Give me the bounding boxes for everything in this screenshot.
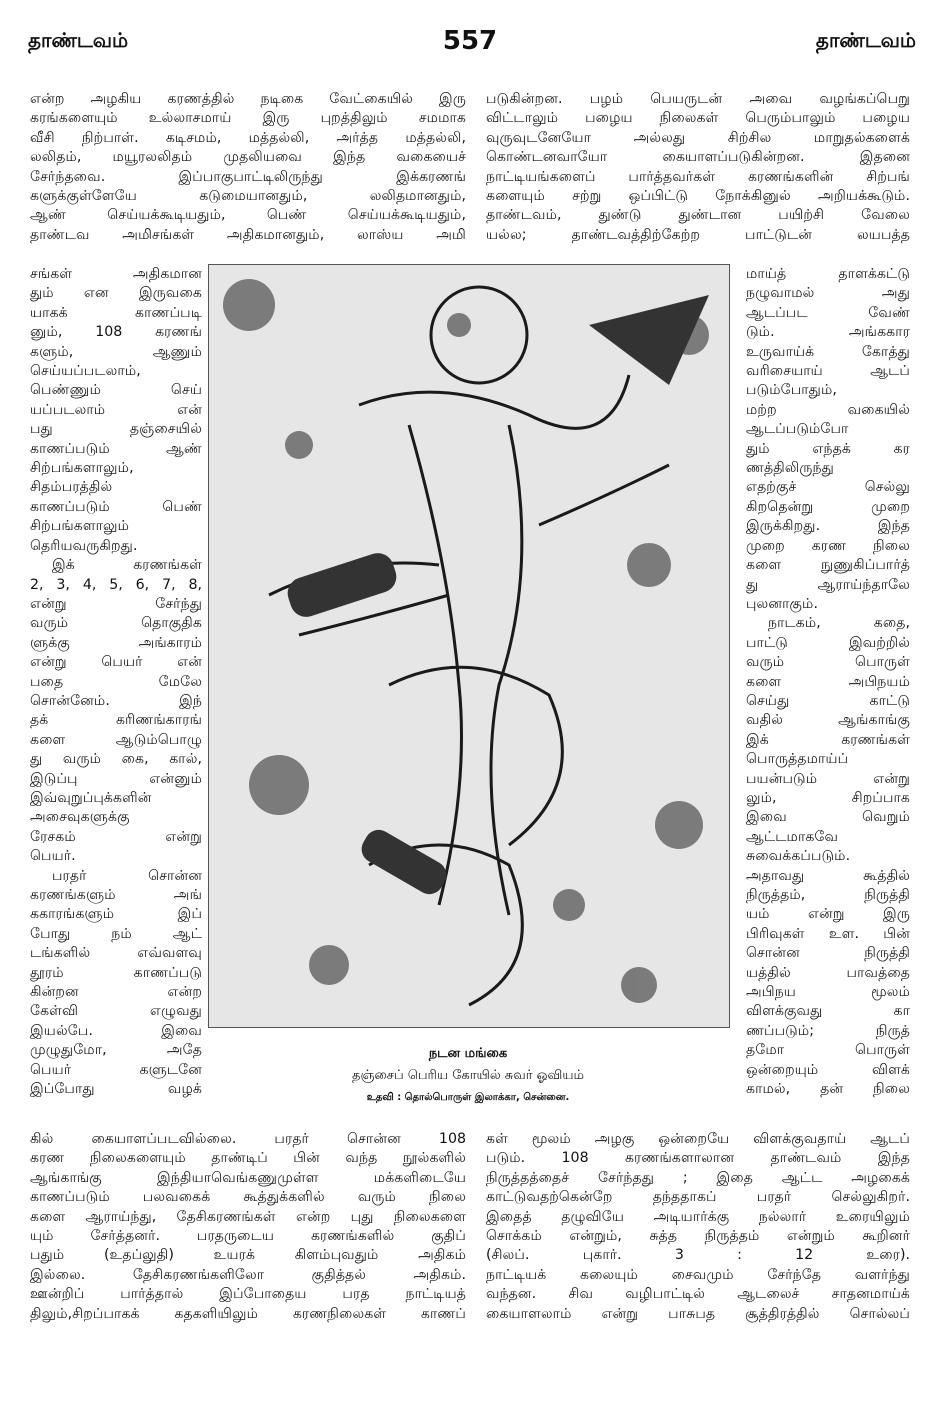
text-line: ஆடப்பட வேண் <box>746 304 910 321</box>
text-line: களையும் சற்று ஒப்பிட்டு நோக்கினுல் அறியக்கூடும். <box>486 188 910 205</box>
text-line: ககாரங்களும் இப் <box>30 906 202 923</box>
text-line: சொன்ன நிருத்தி <box>746 945 910 962</box>
text-line: ளுக்கு அங்காரம் <box>30 634 202 651</box>
text-line: ஆடப்படும்போ <box>746 421 849 438</box>
text-line: கரண நிலைகளையும் தாண்டிப் பின் வந்த நூல்களில் <box>30 1150 466 1167</box>
text-line: சிற்பங்களாலும், <box>30 460 134 477</box>
text-line: பாட்டு இவற்றில் <box>746 634 910 651</box>
text-line: முழுதுமோ, அதே <box>30 1042 202 1059</box>
text-line: கையாளலாம் என்று பாசுபத சூத்திரத்தில் சொல்லப் <box>486 1305 910 1322</box>
bottom-right-text-block <box>486 1130 910 1324</box>
text-line: இடுப்பு என்னும் <box>30 770 202 787</box>
text-line: எதற்குச் செல்லு <box>746 479 910 496</box>
text-line: ஊன்றிப் பார்த்தால் இப்போதைய பரத நாட்டியத் <box>30 1286 466 1303</box>
text-line: இல்லை. தேசிகரணங்களிலோ குதித்தல் அதிகம். <box>30 1266 466 1283</box>
text-line: கேள்வி எழுவது <box>30 1003 202 1020</box>
text-line: சிதம்பரத்தில் <box>30 479 113 496</box>
text-line: ணத்திலிருந்து <box>746 460 834 477</box>
text-line: 2, 3, 4, 5, 6, 7, 8, <box>30 576 202 593</box>
text-line: பிரிவுகள் உள. பின் <box>746 925 910 942</box>
text-line: நிருத்தம், நிருத்தி <box>746 887 910 903</box>
text-line: என்று பெயர் என் <box>30 654 202 671</box>
text-line: இயல்பே. இவை <box>30 1022 202 1039</box>
text-line: என்று சேர்ந்து <box>30 595 202 612</box>
text-line: கரணங்களும் அங் <box>30 887 202 903</box>
text-line: தக் கரிணங்காரங் <box>30 712 202 729</box>
text-line: மற்ற வகையில் <box>746 401 910 418</box>
text-line: காணப்படும் ஆண் <box>30 440 202 457</box>
top-right-text-block <box>486 90 910 245</box>
text-line: ஆண் செய்யக்கூடியதும், பெண் செய்யக்கூடியதும், <box>30 207 466 224</box>
text-line: டும். அங்ககார <box>746 324 910 341</box>
text-line: லும், சிறப்பாக <box>746 789 910 806</box>
text-line: காமல், தன் நிலை <box>746 1081 910 1098</box>
text-line: யம் என்று இரு <box>746 906 910 923</box>
text-line: ஒன்றையும் விளக் <box>746 1061 910 1078</box>
text-line: நழுவாமல் அது <box>746 285 910 302</box>
text-line: சிற்பங்களாலும் <box>30 518 130 535</box>
text-line: தும் என இருவகை <box>30 285 202 302</box>
text-line: கிறதென்று முறை <box>746 498 910 515</box>
text-line: பெண்ணும் செய் <box>30 382 202 399</box>
text-line: தமோ பொருள் <box>746 1042 910 1059</box>
text-line: படும்போதும், <box>746 382 837 399</box>
narrow-right-column <box>746 265 910 1099</box>
text-line: திலும்,சிறப்பாகக் கதகளியிலும் கரணநிலைகள் காணப் <box>30 1305 466 1322</box>
text-line: காட்டுவதற்கென்றே தந்ததாகப் பரதர் செல்லுகிறர். <box>486 1189 910 1206</box>
text-line: களை அபிநயம் <box>746 673 910 690</box>
text-line: வரும் தொகுதிக <box>30 615 202 632</box>
text-line: தாண்டவம், துண்டு துண்டான பயிற்சி வேலை <box>486 207 910 224</box>
text-line: சொன்னேம். இந் <box>30 692 202 709</box>
text-line: வந்தன. சிவ வழிபாட்டில் ஆடலைச் சாதனமாய்க் <box>486 1286 910 1303</box>
text-line: நாட்டியங்களைப் பார்த்தவர்கள் கரணங்களின் சிற்பங் <box>486 168 910 185</box>
text-line: இவ்வுறுப்புக்களின் <box>30 789 152 806</box>
text-line: கரங்களையும் உல்லாசமாய் இரு புறத்திலும் சமமாக <box>30 110 466 127</box>
text-line: து ஆராய்ந்தாலே <box>746 576 910 593</box>
text-line: ஆட்டமாகவே <box>746 828 839 845</box>
text-line: சங்கள் அதிகமான <box>30 266 202 282</box>
text-line: தும் எந்தக் கர <box>746 440 910 457</box>
text-line: பயன்படும் என்று <box>746 770 910 787</box>
text-line: போது நம் ஆட் <box>30 925 202 942</box>
figure-caption-subtitle: தஞ்சைப் பெரிய கோயில் சுவர் ஓவியம் <box>352 1068 584 1083</box>
text-line: களை ஆடும்பொழு <box>30 731 202 748</box>
bottom-left-text-block <box>30 1130 466 1324</box>
text-line: வீசி நிற்பாள். கடிசமம், மத்தல்லி, அர்த்த மத்தல்லி, <box>30 129 466 146</box>
text-line: யப்படலாம் என் <box>30 401 202 418</box>
text-line: கள் மூலம் அழகு ஒன்றையே விளக்குவதாய் ஆடப் <box>486 1131 910 1147</box>
text-line: நிருத்தத்தைச் சேர்ந்தது ; இதை ஆட்ட அழகைக் <box>486 1169 910 1186</box>
text-line: இதைத் தழுவியே அடியார்க்கு நல்லார் உரையிலும் <box>486 1208 910 1225</box>
text-line: பதும் (உதப்லுதி) உயரக் கிளம்புவதும் அதிகம் <box>30 1247 466 1264</box>
text-line: களும், ஆணும் <box>30 343 202 360</box>
text-line: படும். 108 கரணங்களாலான தாண்டவம் இந்த <box>486 1150 910 1167</box>
text-line: படுகின்றன. பழம் பெயருடன் அவை வழங்கப்பெறு <box>486 91 910 107</box>
text-line: அபிநய மூலம் <box>746 984 910 1001</box>
text-line: விட்டாலும் பழைய நிலைகள் பெரும்பாலும் பழைய <box>486 110 910 127</box>
text-line: யாகக் காணப்படி <box>30 304 202 321</box>
text-line: இக் கரணங்கள் <box>746 731 910 748</box>
text-line: தூரம் காணப்படு <box>30 964 202 981</box>
text-line: காணப்படும் பெண் <box>30 498 202 515</box>
text-line: பதை மேலே <box>30 673 202 690</box>
page-number: 557 <box>442 26 498 56</box>
text-line: (சிலப். புகார். 3 : 12 உரை). <box>486 1247 910 1264</box>
text-line: வரிசையாய் ஆடப் <box>746 363 910 380</box>
text-line: செய்து காட்டு <box>746 692 910 709</box>
text-line: கொண்டனவாயோ கையாளப்படுகின்றன. இதனை <box>486 149 910 166</box>
text-line: புலனாகும். <box>746 595 818 612</box>
text-line: வுருவுடனேயோ அல்லது சிற்சில மாறுதல்களைக் <box>486 129 910 146</box>
text-line: என்ற அழகிய கரணத்தில் நடிகை வேட்கையில் இரு <box>30 91 466 107</box>
text-line: அதாவது கூத்தில் <box>746 867 910 884</box>
narrow-left-column <box>30 265 202 1099</box>
text-line: ணப்படும்; நிருத் <box>746 1022 910 1039</box>
text-line: விளக்குவது கா <box>746 1003 910 1020</box>
figure-caption-title: நடன மங்கை <box>428 1046 508 1061</box>
text-line: யும் சேர்த்தனர். பரதருடைய கரணங்களில் குதிப் <box>30 1228 466 1245</box>
text-line: கின்றன என்ற <box>30 984 202 1001</box>
text-line: கில் கையாளப்படவில்லை. பரதர் சொன்ன 108 <box>30 1131 466 1147</box>
text-line: பொருத்தமாய்ப் <box>746 751 849 768</box>
text-line: பது தஞ்சையில் <box>30 421 202 438</box>
text-line: வதில் ஆங்காங்கு <box>746 712 910 729</box>
text-line: காணப்படும் பலவகைக் கூத்துக்களில் வரும் நிலை <box>30 1189 466 1206</box>
text-line: இவை வெறும் <box>746 809 910 826</box>
temple-mural-illustration <box>208 264 730 1028</box>
text-line: டங்களில் எவ்வளவு <box>30 945 202 962</box>
text-line: இக் கரணங்கள் <box>52 557 202 574</box>
text-line: முறை கரண நிலை <box>746 537 910 554</box>
figure-caption-credit: உதவி : தொல்பொருள் இலாக்கா, சென்னை. <box>366 1092 570 1103</box>
top-left-text-block <box>30 90 466 245</box>
text-line: யத்தில் பாவத்தை <box>746 964 910 981</box>
running-header-left: தாண்டவம் <box>28 28 129 52</box>
text-line: செய்யப்படலாம், <box>30 363 141 380</box>
text-line: ஆங்காங்கு இந்தியாவெங்கணுமுள்ள மக்களிடையே <box>30 1169 466 1186</box>
text-line: சேர்ந்தவை. இப்பாகுபாட்டிலிருந்து இக்கரணங் <box>30 168 466 185</box>
text-line: களை நுணுகிப்பார்த் <box>746 557 910 574</box>
text-line: நாடகம், கதை, <box>768 615 910 632</box>
text-line: சுவைக்கப்படும். <box>746 848 851 865</box>
text-line: களுக்குள்ளேயே கடுமையானதும், லலிதமானதும், <box>30 188 466 205</box>
text-line: நாட்டியக் கலையும் சைவமும் சேர்ந்தே வளர்ந்து <box>486 1266 910 1283</box>
text-line: வரும் பொருள் <box>746 654 910 671</box>
text-line: பெயர். <box>30 848 76 865</box>
text-line: மாய்த் தாளக்கட்டு <box>746 266 910 282</box>
text-line: லலிதம், மயூரலலிதம் முதலியவை இந்த வகையைச் <box>30 149 466 166</box>
text-line: உருவாய்க் கோத்து <box>746 343 910 360</box>
text-line: பரதர் சொன்ன <box>52 867 202 884</box>
running-header-right: தாண்டவம் <box>815 28 916 52</box>
text-line: சொக்கம் என்றும், சுத்த நிருத்தம் என்றும் கூறினர் <box>486 1228 910 1245</box>
text-line: யல்ல; தாண்டவத்திற்கேற்ற பாட்டுடன் லயபத்த <box>486 226 910 243</box>
text-line: களை ஆராய்ந்து, தேசிகரணங்கள் என்ற புது நிலைகளை <box>30 1208 466 1225</box>
text-line: பெயர் களுடனே <box>30 1061 202 1078</box>
text-line: னும், 108 கரணங் <box>30 324 202 341</box>
text-line: இருக்கிறது. இந்த <box>746 518 910 535</box>
text-line: து வரும் கை, கால், <box>30 751 202 768</box>
text-line: அசைவுகளுக்கு <box>30 809 130 826</box>
text-line: தெரியவருகிறது. <box>30 537 138 554</box>
text-line: ரேசகம் என்று <box>30 828 202 845</box>
text-line: இப்போது வழக் <box>30 1081 202 1098</box>
text-line: தாண்டவ அமிசங்கள் அதிகமானதும், லாஸ்ய அமி <box>30 226 466 243</box>
